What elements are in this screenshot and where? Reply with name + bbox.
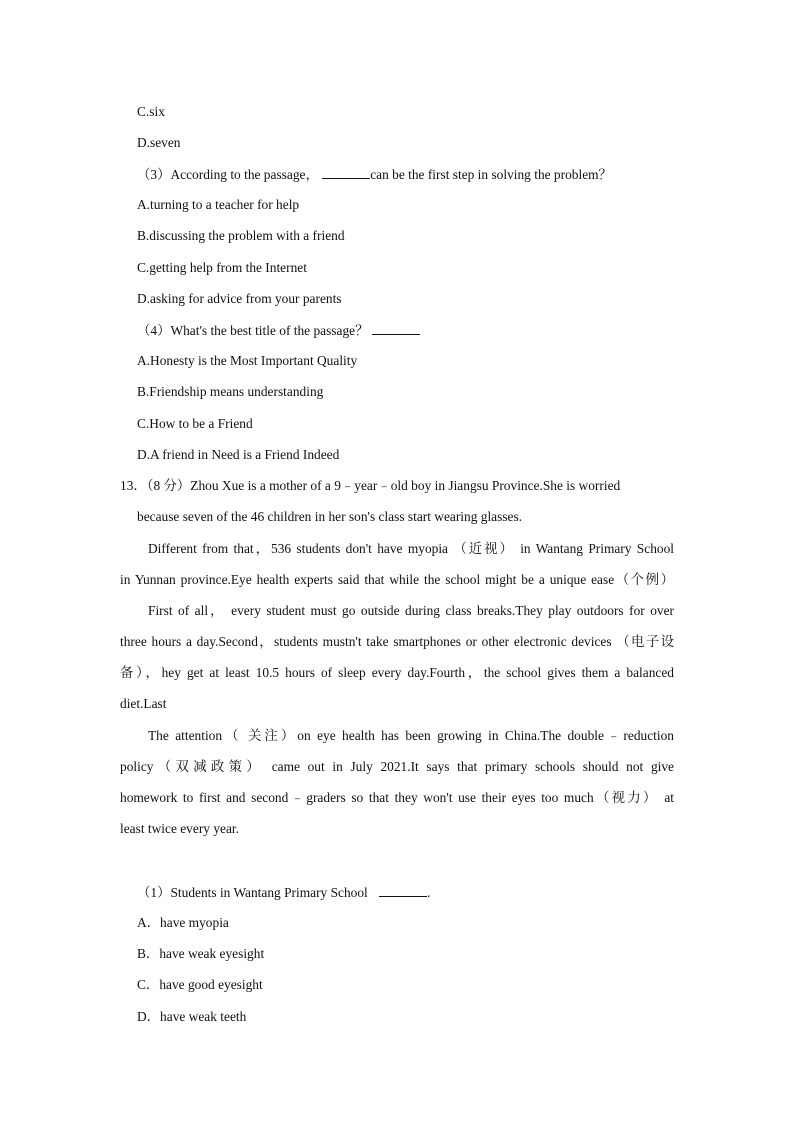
option-a: A．have myopia xyxy=(137,915,229,930)
passage-paragraph-3-line-3: 备），hey get at least 10.5 hours of sleep every day.Fourth，the school gives them a balanced xyxy=(120,665,674,680)
option-c: C．have good eyesight xyxy=(137,977,263,992)
passage-paragraph-3-line-4: diet.Last xyxy=(120,696,167,711)
answer-blank xyxy=(372,322,420,335)
question-13-1-stem xyxy=(137,884,430,901)
question-3-stem-end: can be the first step in solving the problem？ xyxy=(370,167,612,182)
answer-blank xyxy=(379,884,427,897)
option-b: B.Friendship means understanding xyxy=(137,384,324,399)
passage-paragraph-4-line-4: least twice every year. xyxy=(120,821,239,836)
passage-paragraph-2-line-1: Different from that，536 students don't have myopia （近视） in Wantang Primary School xyxy=(148,541,674,556)
passage-paragraph-4-line-3: homework to first and second﹣graders so that they won't use their eyes too much（视力） at xyxy=(120,790,674,805)
option-a: A.Honesty is the Most Important Quality xyxy=(137,353,358,368)
question-13-1-stem-text: （1）Students in Wantang Primary School xyxy=(137,885,368,900)
answer-blank xyxy=(322,166,370,179)
question-4-stem-text: （4）What's the best title of the passage？ xyxy=(137,323,369,338)
question-13-intro-cont: because seven of the 46 children in her son's class start wearing glasses. xyxy=(137,509,523,524)
option-c: C.getting help from the Internet xyxy=(137,260,307,275)
option-d-seven: D.seven xyxy=(137,135,181,150)
passage-paragraph-2-line-2: in Yunnan province.Eye health experts said that while the school might be a unique ease（个例） xyxy=(120,572,674,587)
option-d: D．have weak teeth xyxy=(137,1009,247,1024)
question-4-stem xyxy=(137,322,420,339)
option-c: C.How to be a Friend xyxy=(137,416,253,431)
option-d: D.asking for advice from your parents xyxy=(137,291,342,306)
passage-paragraph-3-line-1: First of all， every student must go outside during class breaks.They play outdoors for over xyxy=(148,603,674,618)
option-a: A.turning to a teacher for help xyxy=(137,197,300,212)
option-c-six: C.six xyxy=(137,104,165,119)
option-b: B．have weak eyesight xyxy=(137,946,265,961)
option-d: D.A friend in Need is a Friend Indeed xyxy=(137,447,340,462)
question-3-stem xyxy=(137,166,612,183)
option-b: B.discussing the problem with a friend xyxy=(137,228,345,243)
question-3-stem-start: （3）According to the passage， xyxy=(137,167,319,182)
passage-paragraph-4-line-2: policy（双减政策） came out in July 2021.It says that primary schools should not give xyxy=(120,759,674,774)
passage-paragraph-4-line-1: The attention（ 关注）on eye health has been growing in China.The double﹣reduction xyxy=(148,728,674,743)
question-13-intro: 13．（8 分）Zhou Xue is a mother of a 9﹣year﹣old boy in Jiangsu Province.She is worried xyxy=(120,478,621,493)
question-13-1-stem-end: . xyxy=(427,885,431,900)
passage-paragraph-3-line-2: three hours a day.Second，students mustn't take smartphones or other electronic devices （电子设 xyxy=(120,634,674,649)
